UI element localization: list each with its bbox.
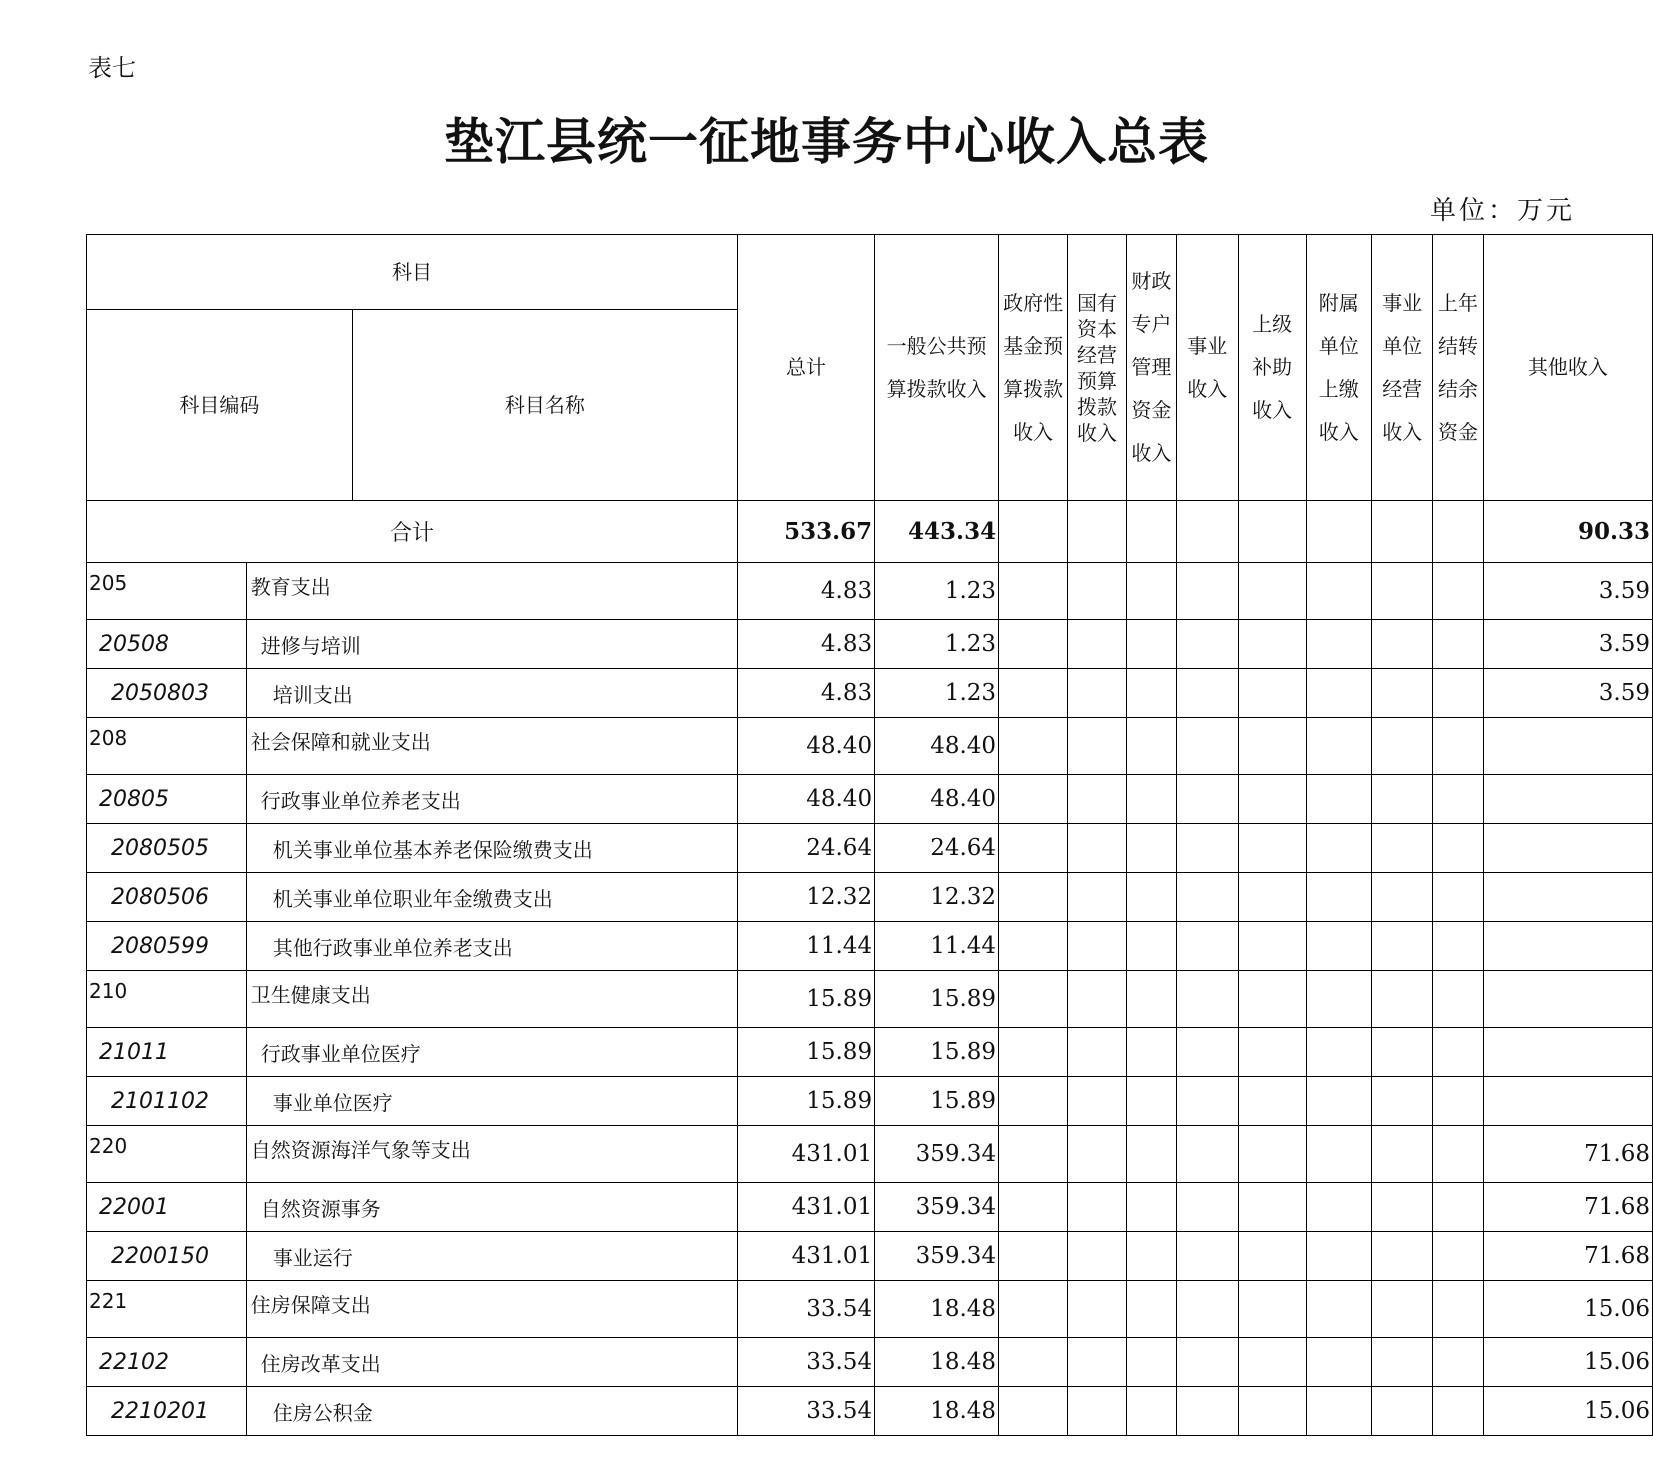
other-income-value: 15.06 bbox=[1483, 1338, 1652, 1387]
fiscal-special-value bbox=[1126, 922, 1176, 971]
table-row bbox=[87, 1232, 1653, 1281]
operating-value bbox=[1371, 1126, 1433, 1183]
business-value bbox=[1177, 563, 1239, 620]
affiliated-value bbox=[1306, 1281, 1371, 1338]
total-general: 443.34 bbox=[875, 501, 999, 563]
carryover-value bbox=[1433, 1126, 1483, 1183]
operating-value bbox=[1371, 669, 1433, 718]
subject-code: 2080505 bbox=[87, 824, 247, 873]
carryover-value bbox=[1433, 620, 1483, 669]
general-budget-value: 359.34 bbox=[875, 1183, 999, 1232]
operating-value bbox=[1371, 1338, 1433, 1387]
subject-name: 行政事业单位养老支出 bbox=[246, 775, 737, 824]
business-value bbox=[1177, 1232, 1239, 1281]
header-general-budget: 一般公共预 算拨款收入 bbox=[875, 235, 999, 501]
header-name: 科目名称 bbox=[352, 310, 737, 501]
operating-value bbox=[1371, 824, 1433, 873]
subsidy-value bbox=[1238, 669, 1306, 718]
state-capital-value bbox=[1068, 1028, 1127, 1077]
header-operating-income: 事业 单位 经营 收入 bbox=[1371, 235, 1433, 501]
subject-name: 住房公积金 bbox=[246, 1387, 737, 1436]
carryover-value bbox=[1433, 563, 1483, 620]
subject-name: 自然资源海洋气象等支出 bbox=[246, 1126, 737, 1183]
affiliated-value bbox=[1306, 873, 1371, 922]
state-capital-value bbox=[1068, 922, 1127, 971]
other-income-value: 15.06 bbox=[1483, 1281, 1652, 1338]
fiscal-special-value bbox=[1126, 1126, 1176, 1183]
carryover-value bbox=[1433, 922, 1483, 971]
general-budget-value: 11.44 bbox=[875, 922, 999, 971]
fiscal-special-value bbox=[1126, 971, 1176, 1028]
subsidy-value bbox=[1238, 620, 1306, 669]
header-total: 总计 bbox=[737, 235, 874, 501]
unit-label: 单位：万元 bbox=[1429, 196, 1575, 226]
operating-value bbox=[1371, 873, 1433, 922]
state-capital-value bbox=[1068, 620, 1127, 669]
table-row bbox=[87, 971, 1653, 1028]
fiscal-special-value bbox=[1126, 1338, 1176, 1387]
carryover-value bbox=[1433, 971, 1483, 1028]
operating-value bbox=[1371, 1232, 1433, 1281]
gov-fund-value bbox=[999, 922, 1068, 971]
subject-name: 行政事业单位医疗 bbox=[246, 1028, 737, 1077]
business-value bbox=[1177, 775, 1239, 824]
operating-value bbox=[1371, 775, 1433, 824]
general-budget-value: 48.40 bbox=[875, 775, 999, 824]
table-label: 表七 bbox=[88, 54, 136, 82]
fiscal-special-value bbox=[1126, 669, 1176, 718]
subsidy-value bbox=[1238, 563, 1306, 620]
state-capital-value bbox=[1068, 1183, 1127, 1232]
subject-name: 事业单位医疗 bbox=[246, 1077, 737, 1126]
subject-code: 2080599 bbox=[87, 922, 247, 971]
carryover-value bbox=[1433, 873, 1483, 922]
subject-code: 22001 bbox=[87, 1183, 247, 1232]
fiscal-special-value bbox=[1126, 563, 1176, 620]
gov-fund-value bbox=[999, 1232, 1068, 1281]
total-value: 11.44 bbox=[737, 922, 874, 971]
gov-fund-value bbox=[999, 873, 1068, 922]
total-value: 12.32 bbox=[737, 873, 874, 922]
state-capital-value bbox=[1068, 1077, 1127, 1126]
other-income-value bbox=[1483, 1028, 1652, 1077]
fiscal-special-value bbox=[1126, 1028, 1176, 1077]
other-income-value: 3.59 bbox=[1483, 620, 1652, 669]
subsidy-value bbox=[1238, 873, 1306, 922]
other-income-value bbox=[1483, 824, 1652, 873]
table-row bbox=[87, 922, 1653, 971]
total-value: 33.54 bbox=[737, 1387, 874, 1436]
state-capital-value bbox=[1068, 1232, 1127, 1281]
business-value bbox=[1177, 873, 1239, 922]
subsidy-value bbox=[1238, 1338, 1306, 1387]
affiliated-value bbox=[1306, 824, 1371, 873]
business-value bbox=[1177, 1338, 1239, 1387]
total-value: 24.64 bbox=[737, 824, 874, 873]
other-income-value: 3.59 bbox=[1483, 669, 1652, 718]
business-value bbox=[1177, 1077, 1239, 1126]
carryover-value bbox=[1433, 1338, 1483, 1387]
gov-fund-value bbox=[999, 620, 1068, 669]
state-capital-value bbox=[1068, 1387, 1127, 1436]
header-fiscal-special: 财政 专户 管理 资金 收入 bbox=[1126, 235, 1176, 501]
business-value bbox=[1177, 971, 1239, 1028]
state-capital-value bbox=[1068, 669, 1127, 718]
operating-value bbox=[1371, 1387, 1433, 1436]
carryover-value bbox=[1433, 1281, 1483, 1338]
carryover-value bbox=[1433, 1232, 1483, 1281]
income-summary-table bbox=[86, 234, 1653, 1436]
subsidy-value bbox=[1238, 1126, 1306, 1183]
general-budget-value: 359.34 bbox=[875, 1232, 999, 1281]
subject-code: 2200150 bbox=[87, 1232, 247, 1281]
subject-code: 2050803 bbox=[87, 669, 247, 718]
operating-value bbox=[1371, 718, 1433, 775]
affiliated-value bbox=[1306, 1183, 1371, 1232]
total-value: 533.67 bbox=[737, 501, 874, 563]
operating-value bbox=[1371, 1183, 1433, 1232]
gov-fund-value bbox=[999, 971, 1068, 1028]
general-budget-value: 15.89 bbox=[875, 1077, 999, 1126]
table-row bbox=[87, 620, 1653, 669]
total-business bbox=[1177, 501, 1239, 563]
other-income-value: 71.68 bbox=[1483, 1183, 1652, 1232]
operating-value bbox=[1371, 563, 1433, 620]
state-capital-value bbox=[1068, 824, 1127, 873]
table-row bbox=[87, 1281, 1653, 1338]
subsidy-value bbox=[1238, 971, 1306, 1028]
operating-value bbox=[1371, 1281, 1433, 1338]
total-value: 4.83 bbox=[737, 669, 874, 718]
subject-code: 205 bbox=[87, 563, 247, 620]
general-budget-value: 18.48 bbox=[875, 1281, 999, 1338]
subject-name: 自然资源事务 bbox=[246, 1183, 737, 1232]
other-income-value bbox=[1483, 718, 1652, 775]
state-capital-value bbox=[1068, 971, 1127, 1028]
fiscal-special-value bbox=[1126, 718, 1176, 775]
operating-value bbox=[1371, 1028, 1433, 1077]
subsidy-value bbox=[1238, 775, 1306, 824]
affiliated-value bbox=[1306, 971, 1371, 1028]
operating-value bbox=[1371, 1077, 1433, 1126]
affiliated-value bbox=[1306, 620, 1371, 669]
gov-fund-value bbox=[999, 1028, 1068, 1077]
table-row bbox=[87, 669, 1653, 718]
other-income-value bbox=[1483, 1077, 1652, 1126]
total-row bbox=[87, 501, 1653, 563]
table-row bbox=[87, 873, 1653, 922]
total-value: 15.89 bbox=[737, 1077, 874, 1126]
affiliated-value bbox=[1306, 922, 1371, 971]
gov-fund-value bbox=[999, 1183, 1068, 1232]
operating-value bbox=[1371, 971, 1433, 1028]
table-row bbox=[87, 1126, 1653, 1183]
general-budget-value: 1.23 bbox=[875, 563, 999, 620]
other-income-value: 3.59 bbox=[1483, 563, 1652, 620]
carryover-value bbox=[1433, 1028, 1483, 1077]
table-row bbox=[87, 1338, 1653, 1387]
subsidy-value bbox=[1238, 1387, 1306, 1436]
subject-code: 2210201 bbox=[87, 1387, 247, 1436]
subject-code: 221 bbox=[87, 1281, 247, 1338]
subject-name: 住房改革支出 bbox=[246, 1338, 737, 1387]
header-state-capital: 国有 资本 经营 预算 拨款 收入 bbox=[1068, 235, 1127, 501]
subject-name: 社会保障和就业支出 bbox=[246, 718, 737, 775]
fiscal-special-value bbox=[1126, 775, 1176, 824]
total-value: 431.01 bbox=[737, 1232, 874, 1281]
subsidy-value bbox=[1238, 1183, 1306, 1232]
subject-name: 培训支出 bbox=[246, 669, 737, 718]
business-value bbox=[1177, 1281, 1239, 1338]
gov-fund-value bbox=[999, 1387, 1068, 1436]
affiliated-value bbox=[1306, 718, 1371, 775]
table-row bbox=[87, 1183, 1653, 1232]
general-budget-value: 18.48 bbox=[875, 1387, 999, 1436]
fiscal-special-value bbox=[1126, 1077, 1176, 1126]
state-capital-value bbox=[1068, 718, 1127, 775]
general-budget-value: 24.64 bbox=[875, 824, 999, 873]
subject-name: 机关事业单位基本养老保险缴费支出 bbox=[246, 824, 737, 873]
subsidy-value bbox=[1238, 1028, 1306, 1077]
other-income-value: 71.68 bbox=[1483, 1232, 1652, 1281]
business-value bbox=[1177, 620, 1239, 669]
header-gov-fund: 政府性 基金预 算拨款 收入 bbox=[999, 235, 1068, 501]
subsidy-value bbox=[1238, 1077, 1306, 1126]
other-income-value: 71.68 bbox=[1483, 1126, 1652, 1183]
table-row bbox=[87, 1387, 1653, 1436]
carryover-value bbox=[1433, 1077, 1483, 1126]
subject-name: 其他行政事业单位养老支出 bbox=[246, 922, 737, 971]
general-budget-value: 359.34 bbox=[875, 1126, 999, 1183]
subject-name: 机关事业单位职业年金缴费支出 bbox=[246, 873, 737, 922]
other-income-value bbox=[1483, 775, 1652, 824]
carryover-value bbox=[1433, 1387, 1483, 1436]
table-row bbox=[87, 824, 1653, 873]
subject-code: 21011 bbox=[87, 1028, 247, 1077]
general-budget-value: 1.23 bbox=[875, 669, 999, 718]
operating-value bbox=[1371, 922, 1433, 971]
gov-fund-value bbox=[999, 775, 1068, 824]
gov-fund-value bbox=[999, 1077, 1068, 1126]
fiscal-special-value bbox=[1126, 620, 1176, 669]
subject-code: 210 bbox=[87, 971, 247, 1028]
table-row bbox=[87, 563, 1653, 620]
header-subject: 科目 bbox=[87, 235, 738, 310]
total-gov-fund bbox=[999, 501, 1068, 563]
fiscal-special-value bbox=[1126, 1387, 1176, 1436]
gov-fund-value bbox=[999, 669, 1068, 718]
subject-name: 教育支出 bbox=[246, 563, 737, 620]
other-income-value: 15.06 bbox=[1483, 1387, 1652, 1436]
general-budget-value: 12.32 bbox=[875, 873, 999, 922]
total-value: 48.40 bbox=[737, 775, 874, 824]
state-capital-value bbox=[1068, 563, 1127, 620]
state-capital-value bbox=[1068, 873, 1127, 922]
total-subsidy bbox=[1238, 501, 1306, 563]
general-budget-value: 15.89 bbox=[875, 971, 999, 1028]
affiliated-value bbox=[1306, 669, 1371, 718]
subsidy-value bbox=[1238, 824, 1306, 873]
business-value bbox=[1177, 922, 1239, 971]
affiliated-value bbox=[1306, 1028, 1371, 1077]
affiliated-value bbox=[1306, 775, 1371, 824]
header-code: 科目编码 bbox=[87, 310, 353, 501]
total-value: 48.40 bbox=[737, 718, 874, 775]
affiliated-value bbox=[1306, 1338, 1371, 1387]
gov-fund-value bbox=[999, 1281, 1068, 1338]
total-carryover bbox=[1433, 501, 1483, 563]
carryover-value bbox=[1433, 824, 1483, 873]
subsidy-value bbox=[1238, 718, 1306, 775]
subsidy-value bbox=[1238, 1232, 1306, 1281]
gov-fund-value bbox=[999, 563, 1068, 620]
carryover-value bbox=[1433, 775, 1483, 824]
total-value: 4.83 bbox=[737, 620, 874, 669]
total-fiscal-special bbox=[1126, 501, 1176, 563]
business-value bbox=[1177, 718, 1239, 775]
subject-name: 住房保障支出 bbox=[246, 1281, 737, 1338]
subject-name: 事业运行 bbox=[246, 1232, 737, 1281]
total-state-capital bbox=[1068, 501, 1127, 563]
business-value bbox=[1177, 1387, 1239, 1436]
affiliated-value bbox=[1306, 1232, 1371, 1281]
other-income-value bbox=[1483, 971, 1652, 1028]
fiscal-special-value bbox=[1126, 1232, 1176, 1281]
general-budget-value: 48.40 bbox=[875, 718, 999, 775]
state-capital-value bbox=[1068, 1281, 1127, 1338]
page-title: 垫江县统一征地事务中心收入总表 bbox=[444, 112, 1209, 171]
total-value: 431.01 bbox=[737, 1183, 874, 1232]
carryover-value bbox=[1433, 718, 1483, 775]
subject-name: 卫生健康支出 bbox=[246, 971, 737, 1028]
carryover-value bbox=[1433, 669, 1483, 718]
general-budget-value: 1.23 bbox=[875, 620, 999, 669]
affiliated-value bbox=[1306, 1077, 1371, 1126]
total-label: 合计 bbox=[87, 501, 738, 563]
other-income-value bbox=[1483, 922, 1652, 971]
business-value bbox=[1177, 669, 1239, 718]
fiscal-special-value bbox=[1126, 1281, 1176, 1338]
header-superior-subsidy: 上级 补助 收入 bbox=[1238, 235, 1306, 501]
header-business-income: 事业 收入 bbox=[1177, 235, 1239, 501]
subsidy-value bbox=[1238, 922, 1306, 971]
business-value bbox=[1177, 1183, 1239, 1232]
general-budget-value: 15.89 bbox=[875, 1028, 999, 1077]
total-value: 431.01 bbox=[737, 1126, 874, 1183]
table-row bbox=[87, 718, 1653, 775]
business-value bbox=[1177, 824, 1239, 873]
total-other: 90.33 bbox=[1483, 501, 1652, 563]
total-affiliated bbox=[1306, 501, 1371, 563]
fiscal-special-value bbox=[1126, 1183, 1176, 1232]
table-row bbox=[87, 775, 1653, 824]
header-other-income: 其他收入 bbox=[1483, 235, 1652, 501]
subsidy-value bbox=[1238, 1281, 1306, 1338]
total-value: 33.54 bbox=[737, 1338, 874, 1387]
operating-value bbox=[1371, 620, 1433, 669]
subject-code: 2080506 bbox=[87, 873, 247, 922]
state-capital-value bbox=[1068, 1338, 1127, 1387]
subject-code: 20508 bbox=[87, 620, 247, 669]
subject-code: 2101102 bbox=[87, 1077, 247, 1126]
business-value bbox=[1177, 1126, 1239, 1183]
gov-fund-value bbox=[999, 1126, 1068, 1183]
state-capital-value bbox=[1068, 775, 1127, 824]
total-value: 33.54 bbox=[737, 1281, 874, 1338]
subject-code: 20805 bbox=[87, 775, 247, 824]
subject-code: 220 bbox=[87, 1126, 247, 1183]
general-budget-value: 18.48 bbox=[875, 1338, 999, 1387]
subject-code: 208 bbox=[87, 718, 247, 775]
subject-code: 22102 bbox=[87, 1338, 247, 1387]
gov-fund-value bbox=[999, 824, 1068, 873]
gov-fund-value bbox=[999, 718, 1068, 775]
table-row bbox=[87, 1028, 1653, 1077]
table-row bbox=[87, 1077, 1653, 1126]
carryover-value bbox=[1433, 1183, 1483, 1232]
gov-fund-value bbox=[999, 1338, 1068, 1387]
fiscal-special-value bbox=[1126, 824, 1176, 873]
affiliated-value bbox=[1306, 1387, 1371, 1436]
header-carryover: 上年 结转 结余 资金 bbox=[1433, 235, 1483, 501]
affiliated-value bbox=[1306, 563, 1371, 620]
total-value: 4.83 bbox=[737, 563, 874, 620]
header-affiliated-income: 附属 单位 上缴 收入 bbox=[1306, 235, 1371, 501]
total-value: 15.89 bbox=[737, 1028, 874, 1077]
subject-name: 进修与培训 bbox=[246, 620, 737, 669]
total-value: 15.89 bbox=[737, 971, 874, 1028]
total-operating bbox=[1371, 501, 1433, 563]
other-income-value bbox=[1483, 873, 1652, 922]
state-capital-value bbox=[1068, 1126, 1127, 1183]
business-value bbox=[1177, 1028, 1239, 1077]
fiscal-special-value bbox=[1126, 873, 1176, 922]
affiliated-value bbox=[1306, 1126, 1371, 1183]
